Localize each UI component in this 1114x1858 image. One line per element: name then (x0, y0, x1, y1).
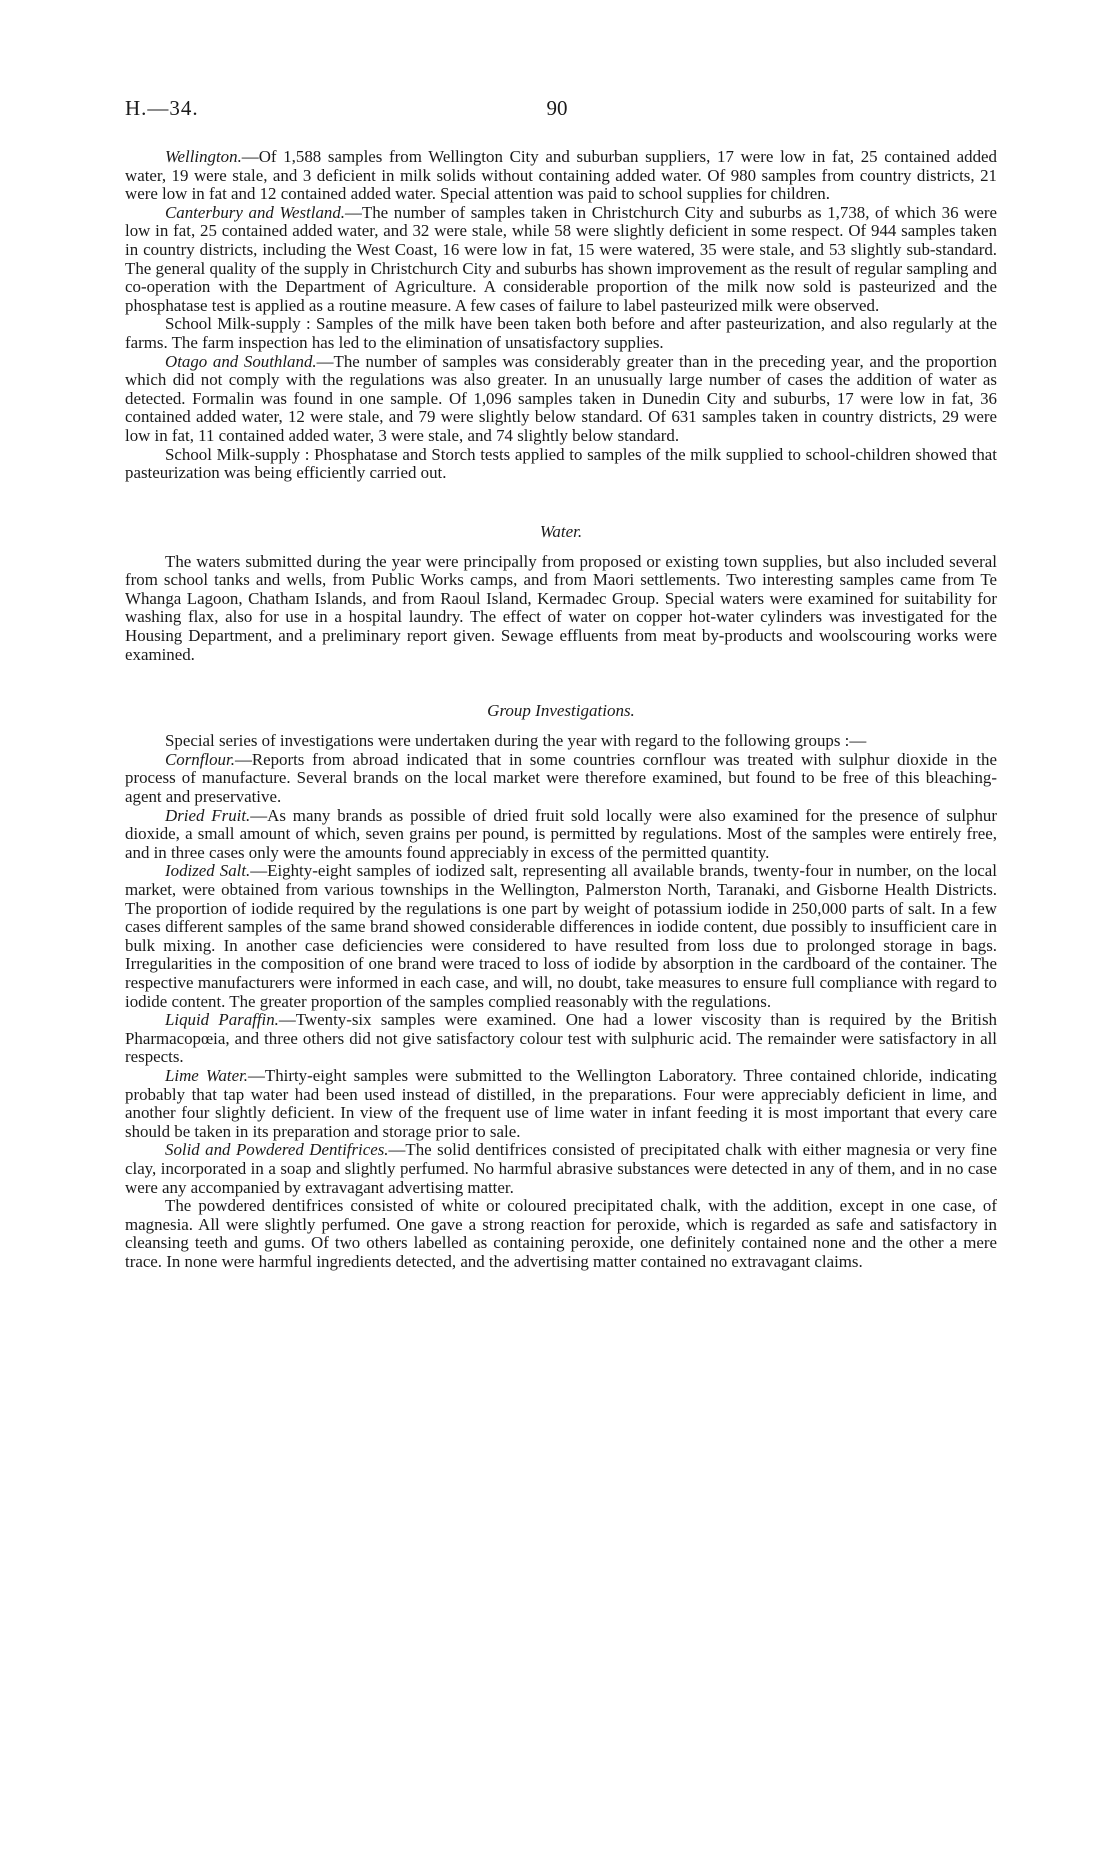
lead-iodized-salt: Iodized Salt. (165, 861, 251, 881)
paragraph-otago (125, 353, 997, 446)
text-lime-water: —Thirty-eight samples were submitted to the Wellington Laboratory. Three contained chloride, indicating probably that tap water had been used instead of distilled, in the preparations. Four were appreciably deficient in lime, and another four slightly deficient. In view of the frequent use of lime water in infant feeding it is most important that every care should be taken in its preparation and storage prior to sale. (125, 1065, 997, 1141)
text-dried-fruit: —As many brands as possible of dried fruit sold locally were also examined for the presence of sulphur dioxide, a small amount of which, seven grains per pound, is permitted by regulations. Most of the samples were entirely free, and in three cases only were the amounts found appreciably in excess of the permitted quantity. (125, 805, 997, 862)
document-reference: H.—34. (125, 96, 199, 120)
lead-dentifrices: Solid and Powdered Dentifrices. (165, 1140, 389, 1160)
text-iodized-salt: —Eighty-eight samples of iodized salt, representing all available brands, twenty-four in number, on the local market, were obtained from various townships in the Wellington, Palmerston North, Taranaki, and Gisborne Health Districts. The proportion of iodide required by the regulations is one part by weight of potassium iodide in 250,000 parts of salt. In a few cases different samples of the same brand showed considerable differences in iodide content, due possibly to insufficient care in bulk mixing. In another case deficiencies were considered to have resulted from loss due to prolonged storage in bags. Irregularities in the composition of one brand were traced to loss of iodide by absorption in the cardboard of the container. The respective manufacturers were informed in each case, and will, no doubt, take measures to ensure full compliance with regard to iodide content. The greater proportion of the samples complied reasonably with the regulations. (125, 861, 997, 1011)
text-canterbury: —The number of samples taken in Christchurch City and suburbs as 1,738, of which 36 were low in fat, 25 contained added water, and 32 were stale, while 58 were slightly deficient in some respect. Of 944 samples taken in country districts, including the West Coast, 16 were low in fat, 15 were watered, 35 were stale, and 53 slightly sub-standard. The general quality of the supply in Christchurch City and suburbs has shown improvement as the result of regular sampling and co-operation with the Department of Agriculture. A considerable proportion of the milk now sold is pasteurized and the phosphatase test is applied as a routine measure. A few cases of failure to label pasteurized milk were observed. (125, 202, 997, 315)
text-otago: —The number of samples was considerably greater than in the preceding year, and the proportion which did not comply with the regulations was also greater. In an unusually large number of cases the addition of water as detected. Formalin was found in one sample. Of 1,096 samples taken in Dunedin City and suburbs, 17 were low in fat, 36 contained added water, 12 were stale, and 79 were slightly below standard. Of 631 samples taken in country districts, 29 were low in fat, 11 contained added water, 3 were stale, and 74 slightly below standard. (125, 351, 997, 445)
lead-canterbury: Canterbury and Westland. (165, 202, 346, 222)
text-dentifrices: —The solid dentifrices consisted of precipitated chalk with either magnesia or very fine clay, incorporated in a soap and slightly perfumed. No harmful abrasive substances were detected in any of them, and in no case were any accompanied by extravagant advertising matter. (125, 1140, 997, 1197)
lead-lime-water: Lime Water. (165, 1065, 248, 1085)
paragraph-powdered-dentifrices: The powdered dentifrices consisted of white or coloured precipitated chalk, with the addition, except in one case, of magnesia. All were slightly perfumed. One gave a strong reaction for peroxide, which is regarded as safe and satisfactory in cleansing teeth and gums. Of two others labelled as containing peroxide, one definitely contained none and the other a mere trace. In none were harmful ingredients detected, and the advertising matter contained no extravagant claims. (125, 1196, 997, 1271)
text-cornflour: —Reports from abroad indicated that in some countries cornflour was treated with sulphur dioxide in the process of manufacture. Several brands on the local market were therefore examined, but found to be free of this bleaching-agent and preservative. (125, 749, 997, 807)
text-wellington: —Of 1,588 samples from Wellington City and suburban suppliers, 17 were low in fat, 25 contained added water, 19 were stale, and 3 deficient in milk solids without containing added water. Of 980 samples from country districts, 21 were low in fat and 12 contained added water. Special attention was paid to school supplies for children. (125, 147, 997, 204)
paragraph-dentifrices (125, 1141, 997, 1197)
paragraph-otago-school-milk: School Milk-supply : Phosphatase and Storch tests applied to samples of the milk supplied to school-children showed that pasteurization was being efficiently carried out. (125, 444, 997, 483)
paragraph-group-intro: Special series of investigations were undertaken during the year with regard to the following groups :— (165, 731, 867, 751)
paragraph-canterbury-school-milk: School Milk-supply : Samples of the milk have been taken both before and after pasteurization, and also regularly at the farms. The farm inspection has led to the elimination of unsatisfactory supplies. (125, 314, 997, 352)
section-heading-group-investigations: Group Investigations. (487, 701, 635, 721)
lead-wellington: Wellington. (165, 147, 242, 166)
paragraph-iodized-salt (125, 862, 997, 1011)
lead-otago: Otago and Southland. (165, 351, 317, 371)
page-body (125, 148, 997, 1271)
lead-dried-fruit: Dried Fruit. (165, 805, 251, 825)
section-heading-water: Water. (539, 521, 583, 541)
lead-liquid-paraffin: Liquid Paraffin. (165, 1010, 279, 1030)
page-header (125, 96, 989, 126)
paragraph-cornflour (125, 751, 997, 807)
paragraph-dried-fruit (125, 807, 997, 863)
text-liquid-paraffin: —Twenty-six samples were examined. One had a lower viscosity than is required by the British Pharmacopœia, and three others did not give satisfactory colour test with sulphuric acid. The remainder were satisfactory in all respects. (125, 1010, 997, 1067)
page-number: 90 (546, 96, 568, 120)
lead-cornflour: Cornflour. (165, 749, 235, 769)
paragraph-canterbury (125, 204, 997, 316)
paragraph-wellington (125, 148, 997, 204)
paragraph-liquid-paraffin (125, 1011, 997, 1067)
paragraph-water: The waters submitted during the year were principally from proposed or existing town supplies, but also included several from school tanks and wells, from Public Works camps, and from Maori settlements. Two interesting samples came from Te Whanga Lagoon, Chatham Islands, and from Raoul Island, Kermadec Group. Special waters were examined for suitability for washing flax, also for use in a hospital laundry. The effect of water on copper hot-water cylinders was investigated for the Housing Department, and a preliminary report given. Sewage effluents from meat by-products and woolscouring works were examined. (125, 551, 997, 664)
paragraph-lime-water (125, 1067, 997, 1141)
